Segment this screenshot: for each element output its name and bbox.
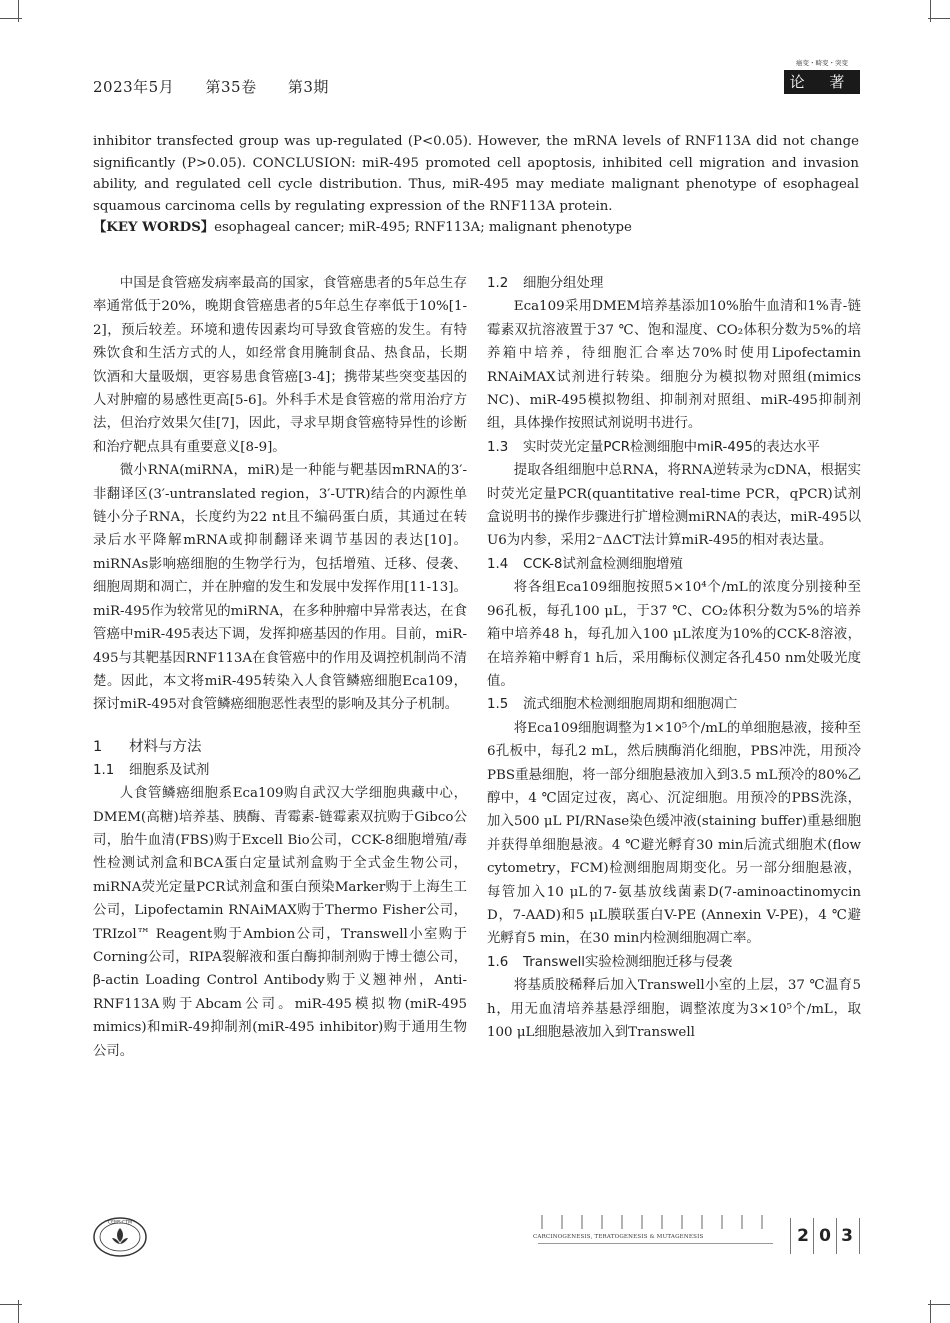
subsection-heading-1-6 [487,951,861,974]
subsection-text-1-4: 将各组Eca109细胞按照5×10⁴个/mL的浓度分别接种至96孔板，每孔100 μL，于37 ℃、CO₂体积分数为5%的培养箱中培养48 h，每孔加入100 μL浓度为10%的CCK-8溶液，在培养箱中孵育1 h后，采用酶标仪测定各孔450 nm处吸光度值。 [487,580,861,689]
header-volume: 第35卷 [205,78,257,96]
subsection-number: 1.4 [487,556,509,572]
page-digit: 2 [797,1226,809,1246]
footer-rule [538,1243,773,1244]
crop-mark [928,18,950,19]
subsection-title: 细胞分组处理 [523,276,604,291]
subsection-text-1-3: 提取各组细胞中总RNA，将RNA逆转录为cDNA，根据实时荧光定量PCR(quantitative real-time PCR，qPCR)试剂盒说明书的操作步骤进行扩增检测miRNA的表达，miR-495以U6为内参，采用2⁻ΔΔCT法计算miR-495的相对表达量。 [487,463,861,549]
section-number: 1 [93,738,103,755]
subsection-title: 流式细胞术检测细胞周期和细胞凋亡 [523,697,738,713]
abstract-continuation [93,131,859,217]
crop-mark [0,1304,22,1305]
left-column [93,272,467,1063]
subsection-heading-1-5 [487,693,861,716]
keywords-text: esophageal cancer; miR-495; RNF113A; malignant phenotype [214,220,632,235]
section-heading-1 [93,735,467,759]
section-badge: 论 著 [784,70,860,94]
crop-mark [0,18,22,19]
footer-journal-line: CARCINOGENESIS, TERATOGENESIS & MUTAGENESIS [533,1234,704,1240]
header-date: 2023年5月 [93,78,175,96]
intro-paragraph-2: 微小RNA(miRNA，miR)是一种能与靶基因mRNA的3′-非翻译区(3′-untranslated region，3′-UTR)结合的内源性单链小分子RNA，长度约为22 nt且不编码蛋白质，其通过在转录后水平降解mRNA或抑制翻译来调节基因的表达[10]。miRNAs影响癌细胞的生物学行为，包括增殖、迁移、侵袭、细胞周期和凋亡，并在肿瘤的发生和发展中发挥作用[11-13]。miR-495作为较常见的miRNA，在多种肿瘤中异常表达，在食管癌中miR-495表达下调，发挥抑癌基因的作用。目前，miR-495与其靶基因RNF113A在食管癌中的作用及调控机制尚不清楚。因此，本文将miR-495转染入人食管鳞癌细胞Eca109，探讨miR-495对食管鳞癌细胞恶性表型的影响及其分子机制。 [93,463,467,713]
page-number-separator [790,1218,791,1254]
subsection-text-1-6: 将基质胶稀释后加入Transwell小室的上层，37 ℃温育5 h，用无血清培养基悬浮细胞，调整浓度为3×10⁵个/mL，取100 μL细胞悬液加入到Transwell [487,978,861,1040]
subsection-text-1-5: 将Eca109细胞调整为1×10⁵个/mL的单细胞悬液，接种至6孔板中，每孔2 mL，然后胰酶消化细胞，PBS冲洗，用预冷PBS重悬细胞，将一部分细胞悬液加入到3.5 mL预冷的80%乙醇中，4 ℃固定过夜，离心、沉淀细胞。用预冷的PBS洗涤，加入500 μL PI/RNase染色缓冲液(staining buffer)重悬细胞并获得单细胞悬液。4 ℃避光孵育30 min后流式细胞术(flow cytometry，FCM)检测细胞周期变化。另一部分细胞悬液，每管加入10 μL的7-氨基放线菌素D(7-aminoactinomycin D，7-AAD)和5 μL膜联蛋白V-PE (Annexin V-PE)，4 ℃避光孵育5 min，在30 min内检测细胞凋亡率。 [487,720,861,947]
journal-logo-icon [92,1216,148,1258]
crop-mark [928,1304,950,1305]
header-issue: 第3期 [287,78,329,96]
subsection-number: 1.1 [93,762,115,778]
keywords-line [93,217,859,239]
keywords-label: 【KEY WORDS】 [93,220,215,235]
page-number-separator [859,1218,860,1254]
subsection-number: 1.3 [487,439,509,455]
subsection-title: Transwell实验检测细胞迁移与侵袭 [523,954,733,970]
page-digit: 0 [819,1226,831,1246]
subsection-number: 1.5 [487,697,509,713]
running-header [93,76,355,97]
footer-decorative-ticks [540,1215,780,1229]
subsection-heading-1-2 [487,272,861,295]
subsection-heading-1-3 [487,436,861,459]
page-number [793,1221,857,1251]
subsection-number: 1.6 [487,954,509,970]
page-digit: 3 [841,1226,853,1246]
logo-text: CEMS·CTM [108,1220,132,1226]
subsection-number: 1.2 [487,276,509,291]
subsection-title: 实时荧光定量PCR检测细胞中miR-495的表达水平 [523,439,820,455]
subsection-text-1-2: Eca109采用DMEM培养基添加10%胎牛血清和1%青-链霉素双抗溶液置于37 ℃、饱和湿度、CO₂体积分数为5%的培养箱中培养，待细胞汇合率达70%时使用Lipofectamin RNAiMAX试剂进行转染。细胞分为模拟物对照组(mimics NC)、miR-495模拟物组、抑制剂对照组、miR-495抑制剂组，具体操作按照试剂说明书进行。 [487,299,861,432]
right-column [487,272,861,1044]
subsection-title: 细胞系及试剂 [129,762,210,778]
abstract-text: inhibitor transfected group was up-regulated (P<0.05). However, the mRNA levels of RNF113A did not change significantly (P>0.05). CONCLUSION: miR-495 promoted cell apoptosis, inhibited cell migration and invasion ability, and regulated cell cycle distribution. Thus, miR-495 may mediate malignant phenotype of esophageal squamous carcinoma cells by regulating expression of the RNF113A protein. [93,134,859,214]
subsection-heading-1-1 [93,759,467,782]
section-title: 材料与方法 [129,738,202,755]
subsection-title: CCK-8试剂盒检测细胞增殖 [523,556,683,572]
subsection-text-1-1: 人食管鳞癌细胞系Eca109购自武汉大学细胞典藏中心，DMEM(高糖)培养基、胰酶、青霉素-链霉素双抗购于Gibco公司，胎牛血清(FBS)购于Excell Bio公司，CCK-8细胞增殖/毒性检测试剂盒和BCA蛋白定量试剂盒购于全式金生物公司，miRNA荧光定量PCR试剂盒和蛋白预染Marker购于上海生工公司，Lipofectamin RNAiMAX购于Thermo Fisher公司，TRIzol™ Reagent购于Ambion公司，Transwell小室购于Corning公司，RIPA裂解液和蛋白酶抑制剂购于博士德公司，β-actin Loading Control Antibody购于义翘神州，Anti-RNF113A购于Abcam公司。miR-495模拟物(miR-495 mimics)和miR-49抑制剂(miR-495 inhibitor)购于通用生物公司。 [93,786,467,1059]
journal-name-small: 癌变・畸变・突变 [796,59,848,67]
intro-paragraph-1: 中国是食管癌发病率最高的国家，食管癌患者的5年总生存率通常低于20%，晚期食管癌患者的5年总生存率低于10%[1-2]，预后较差。环境和遗传因素均可导致食管癌的发生。有特殊饮食和生活方式的人，如经常食用腌制食品、热食品，长期饮酒和大量吸烟，更容易患食管癌[3-4]；携带某些突变基因的人对肿瘤的易感性更高[5-6]。外科手术是食管癌的常用治疗方法，但治疗效果欠佳[7]，因此，寻求早期食管癌特异性的诊断和治疗靶点具有重要意义[8-9]。 [93,276,467,455]
subsection-heading-1-4 [487,553,861,576]
